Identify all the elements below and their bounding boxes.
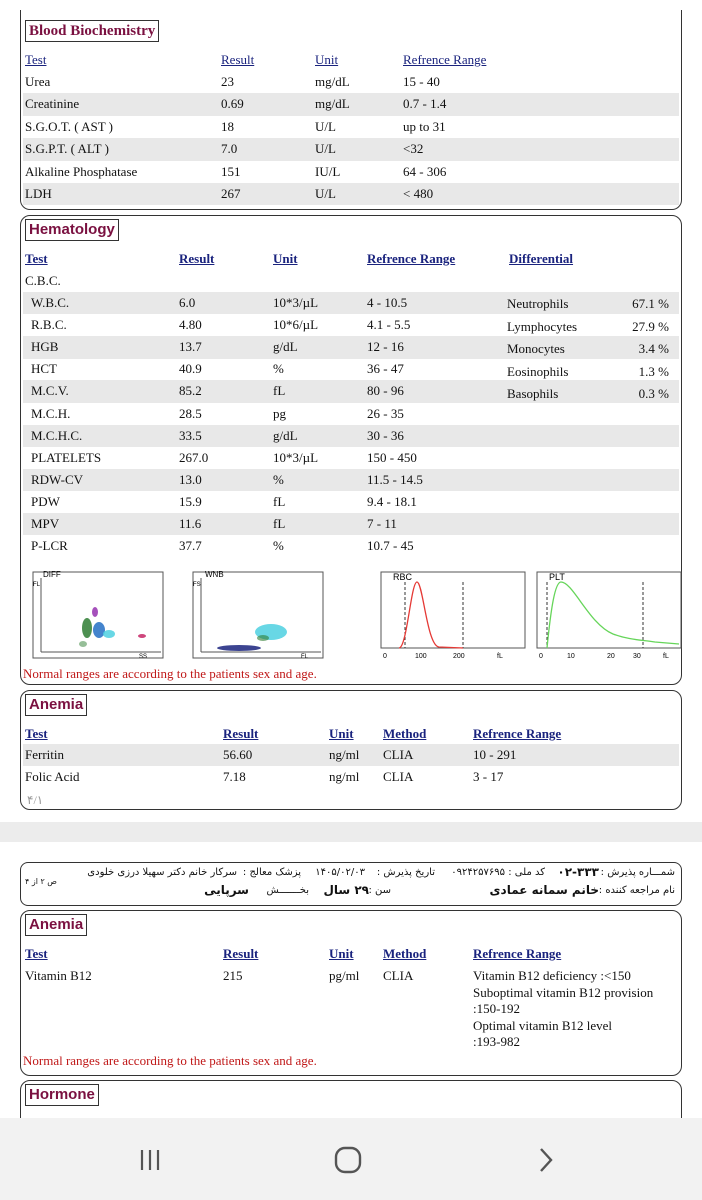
table-row — [23, 425, 679, 447]
result-value: 13.7 — [179, 339, 202, 355]
wnb-label: WNB — [205, 570, 224, 579]
wnb-scattergram — [189, 568, 325, 660]
age-label: سن : — [368, 885, 391, 896]
table-row — [23, 93, 679, 115]
page-separator — [0, 822, 702, 842]
report-page-2 — [0, 842, 702, 1118]
col-header-result: Result — [223, 946, 259, 961]
reference-range: 10.7 - 45 — [367, 538, 414, 554]
reference-range: 15 - 40 — [403, 74, 440, 89]
patient-header — [20, 862, 682, 906]
section-title: Hematology — [25, 219, 119, 241]
unit: 10*3/µL — [273, 449, 319, 465]
unit: g/dL — [273, 427, 298, 443]
unit: U/L — [315, 186, 336, 201]
unit: mg/dL — [315, 96, 350, 112]
doctor-name: سرکار خانم دکتر سهیلا درزی خلودی — [87, 867, 237, 878]
result-value: 267 — [221, 186, 241, 201]
ward: سرپایی — [204, 883, 249, 897]
test-name: RDW-CV — [31, 471, 83, 487]
table-header — [23, 723, 679, 745]
result-value: 15.9 — [179, 493, 202, 509]
section-title: Anemia — [25, 914, 87, 936]
test-name: Creatinine — [25, 96, 80, 112]
col-header-result: Result — [223, 726, 259, 741]
reference-range: 11.5 - 14.5 — [367, 471, 423, 487]
diff-y-axis: FL — [33, 582, 41, 588]
unit: mg/dL — [315, 74, 350, 89]
section-title: Blood Biochemistry — [25, 20, 159, 42]
result-value: 4.80 — [179, 317, 202, 333]
col-header-unit: Unit — [273, 251, 298, 266]
range-line: :150-192 — [473, 1001, 520, 1016]
android-nav-bar — [0, 1118, 702, 1200]
diff-label: DIFF — [43, 570, 61, 579]
unit: 10*6/µL — [273, 317, 319, 333]
test-name: PDW — [31, 493, 60, 509]
unit: % — [273, 361, 284, 377]
patient-label: نام مراجعه کننده : — [598, 885, 675, 896]
result-value: 23 — [221, 74, 234, 89]
section-title: Anemia — [25, 694, 87, 716]
national-code-label: کد ملی : — [508, 867, 545, 878]
rbc-tick-0: 0 — [383, 653, 387, 660]
recents-button[interactable] — [121, 1140, 181, 1180]
unit: pg — [273, 405, 286, 421]
group-label — [23, 270, 679, 292]
test-name: S.G.P.T. ( ALT ) — [25, 141, 109, 157]
col-header-test: Test — [25, 251, 48, 266]
table-row — [23, 116, 679, 138]
unit: pg/ml — [329, 968, 360, 983]
test-name: Vitamin B12 — [25, 968, 92, 983]
anemia-section-b12 — [20, 910, 682, 1076]
table-row — [23, 314, 679, 336]
rbc-tick-200: 200 — [453, 653, 465, 660]
table-row — [23, 71, 679, 93]
reference-range: < 480 — [403, 186, 434, 201]
unit: % — [273, 471, 284, 487]
rbc-histogram — [377, 568, 527, 662]
test-name: HCT — [31, 361, 57, 377]
col-header-test: Test — [25, 946, 48, 961]
plt-tick-20: 20 — [607, 653, 615, 660]
table-row — [23, 380, 679, 402]
table-row — [23, 447, 679, 469]
rbc-tick-100: 100 — [415, 653, 427, 660]
test-name: P-LCR — [31, 538, 68, 554]
test-name: Urea — [25, 74, 51, 89]
method: CLIA — [383, 769, 414, 785]
reference-range: 80 - 96 — [367, 383, 404, 399]
reference-ranges — [473, 968, 653, 1051]
unit: U/L — [315, 141, 336, 157]
test-name: M.C.V. — [31, 383, 69, 399]
test-name: W.B.C. — [31, 295, 70, 310]
wnb-y-axis: FS — [193, 582, 201, 588]
table-row — [23, 183, 679, 205]
page-mark: ۴/۱ — [27, 793, 44, 807]
normal-ranges-note: Normal ranges are according to the patients sex and age. — [23, 1053, 317, 1068]
back-icon — [533, 1145, 557, 1175]
unit: g/dL — [273, 339, 298, 355]
test-name: MPV — [31, 516, 60, 531]
test-name: M.C.H. — [31, 405, 71, 421]
differential-value: 3.4 % — [638, 341, 669, 357]
cbc-label: C.B.C. — [25, 273, 61, 288]
table-header — [23, 943, 679, 965]
test-name: LDH — [25, 186, 52, 201]
unit: fL — [273, 383, 286, 399]
table-row — [23, 469, 679, 491]
plt-tick-10: 10 — [567, 653, 575, 660]
result-value: 6.0 — [179, 295, 196, 310]
hormone-section — [20, 1080, 682, 1118]
rbc-label: RBC — [393, 572, 413, 582]
diff-scattergram — [29, 568, 165, 660]
table-row — [23, 292, 679, 314]
col-header-unit: Unit — [315, 52, 339, 67]
col-header-test: Test — [25, 52, 47, 67]
reference-range: 4 - 10.5 — [367, 295, 408, 310]
differential-name: Eosinophils — [507, 363, 569, 379]
plt-tick-fl: fL — [663, 653, 669, 660]
table-row — [23, 403, 679, 425]
result-value: 151 — [221, 163, 241, 179]
doctor-label: پزشک معالج : — [242, 867, 301, 878]
col-header-unit: Unit — [329, 726, 354, 741]
unit: ng/ml — [329, 769, 360, 785]
table-row — [23, 744, 679, 766]
table-row — [23, 535, 679, 557]
test-name: S.G.O.T. ( AST ) — [25, 118, 113, 134]
differential-value: 27.9 % — [632, 318, 669, 334]
differential-name: Monocytes — [507, 341, 565, 357]
unit: fL — [273, 493, 286, 509]
result-value: 267.0 — [179, 449, 209, 465]
result-value: 28.5 — [179, 405, 202, 421]
range-line: Suboptimal vitamin B12 provision — [473, 984, 654, 1000]
col-header-method: Method — [383, 726, 427, 741]
result-value: 7.0 — [221, 141, 238, 157]
col-header-range: Refrence Range — [403, 52, 487, 67]
differential-value: 0.3 % — [638, 386, 669, 402]
hematology-section — [20, 215, 682, 685]
col-header-result: Result — [179, 251, 215, 266]
result-value: 33.5 — [179, 427, 202, 443]
unit: 10*3/µL — [273, 295, 319, 310]
reference-range: 150 - 450 — [367, 449, 417, 465]
home-icon — [332, 1145, 364, 1175]
method: CLIA — [383, 968, 414, 983]
table-row — [23, 336, 679, 358]
reference-range: 12 - 16 — [367, 339, 404, 355]
table-header — [23, 49, 679, 71]
table-row — [23, 513, 679, 535]
normal-ranges-note: Normal ranges are according to the patients sex and age. — [23, 666, 317, 681]
national-code: ۰۹۲۴۲۵۷۶۹۵ — [451, 867, 505, 878]
differential-name: Neutrophils — [507, 296, 569, 311]
col-header-range: Refrence Range — [473, 946, 562, 961]
test-name: Alkaline Phosphatase — [25, 163, 138, 179]
reference-range: 10 - 291 — [473, 747, 517, 762]
test-name: PLATELETS — [31, 449, 102, 465]
col-header-result: Result — [221, 52, 255, 67]
reference-range: <32 — [403, 141, 424, 157]
unit: IU/L — [315, 163, 341, 179]
range-line: Vitamin B12 deficiency :<150 — [473, 968, 631, 983]
result-value: 18 — [221, 118, 234, 134]
col-header-range: Refrence Range — [367, 251, 456, 266]
range-line: :193-982 — [473, 1034, 520, 1049]
reference-range: 7 - 11 — [367, 516, 397, 531]
reception-date-label: تاریخ پذیرش : — [376, 867, 435, 878]
anemia-section — [20, 690, 682, 810]
home-button[interactable] — [318, 1140, 378, 1180]
table-row — [23, 161, 679, 183]
result-value: 56.60 — [223, 747, 253, 762]
col-header-unit: Unit — [329, 946, 354, 961]
reference-range: 36 - 47 — [367, 361, 404, 377]
reference-range: 9.4 - 18.1 — [367, 493, 417, 509]
table-row — [23, 491, 679, 513]
section-title: Hormone — [25, 1084, 99, 1106]
unit: fL — [273, 516, 286, 531]
page-number: ص ۲ از ۴ — [25, 877, 57, 886]
result-value: 85.2 — [179, 383, 202, 399]
test-name: HGB — [31, 339, 59, 355]
differential-name: Lymphocytes — [507, 318, 578, 334]
reference-range: 64 - 306 — [403, 163, 447, 179]
test-name: M.C.H.C. — [31, 427, 83, 443]
blood-biochemistry-section — [20, 10, 682, 210]
test-name: R.B.C. — [31, 317, 67, 333]
reference-range: up to 31 — [403, 118, 446, 134]
reception-date: ۱۴۰۵/۰۲/۰۳ — [315, 867, 365, 878]
differential-value: 1.3 % — [638, 363, 669, 379]
col-header-test: Test — [25, 726, 48, 741]
reception-no: ۰۲-۳۳۳ — [557, 865, 599, 879]
plt-label: PLT — [549, 572, 565, 582]
table-row — [23, 138, 679, 160]
wnb-x-axis: FL — [301, 654, 309, 660]
age: ۲۹ سال — [323, 883, 369, 897]
patient-name: خانم سمانه عمادی — [489, 883, 599, 897]
reference-range: 0.7 - 1.4 — [403, 96, 447, 112]
rbc-tick-fl: fL — [497, 653, 503, 660]
reference-range: 3 - 17 — [473, 769, 504, 785]
back-button[interactable] — [515, 1140, 575, 1180]
result-value: 13.0 — [179, 471, 202, 487]
diff-x-axis: SS — [139, 654, 148, 660]
col-header-range: Refrence Range — [473, 726, 562, 741]
result-value: 215 — [223, 968, 243, 983]
result-value: 40.9 — [179, 361, 202, 377]
test-name: Ferritin — [25, 747, 64, 762]
result-value: 7.18 — [223, 769, 246, 785]
plt-tick-30: 30 — [633, 653, 641, 660]
recents-icon — [136, 1146, 166, 1174]
unit: ng/ml — [329, 747, 360, 762]
ward-label: بخـــــــش — [266, 885, 309, 896]
result-value: 37.7 — [179, 538, 202, 554]
differential-value: 67.1 % — [632, 296, 669, 311]
plt-histogram — [533, 568, 683, 662]
differential-name: Basophils — [507, 386, 559, 402]
method: CLIA — [383, 747, 414, 762]
test-name: Folic Acid — [25, 769, 80, 785]
result-value: 0.69 — [221, 96, 244, 112]
table-row — [23, 766, 679, 788]
table-row — [23, 358, 679, 380]
result-value: 11.6 — [179, 516, 202, 531]
reference-range: 4.1 - 5.5 — [367, 317, 411, 333]
reception-no-label: شمـــاره پذیرش : — [600, 867, 675, 878]
col-header-method: Method — [383, 946, 427, 961]
unit: U/L — [315, 118, 336, 134]
unit: % — [273, 538, 284, 554]
plt-tick-0: 0 — [539, 653, 543, 660]
reference-range: 26 - 35 — [367, 405, 404, 421]
reference-range: 30 - 36 — [367, 427, 404, 443]
table-header — [23, 248, 679, 270]
range-line: Optimal vitamin B12 level — [473, 1017, 613, 1033]
col-header-differential: Differential — [509, 251, 574, 266]
